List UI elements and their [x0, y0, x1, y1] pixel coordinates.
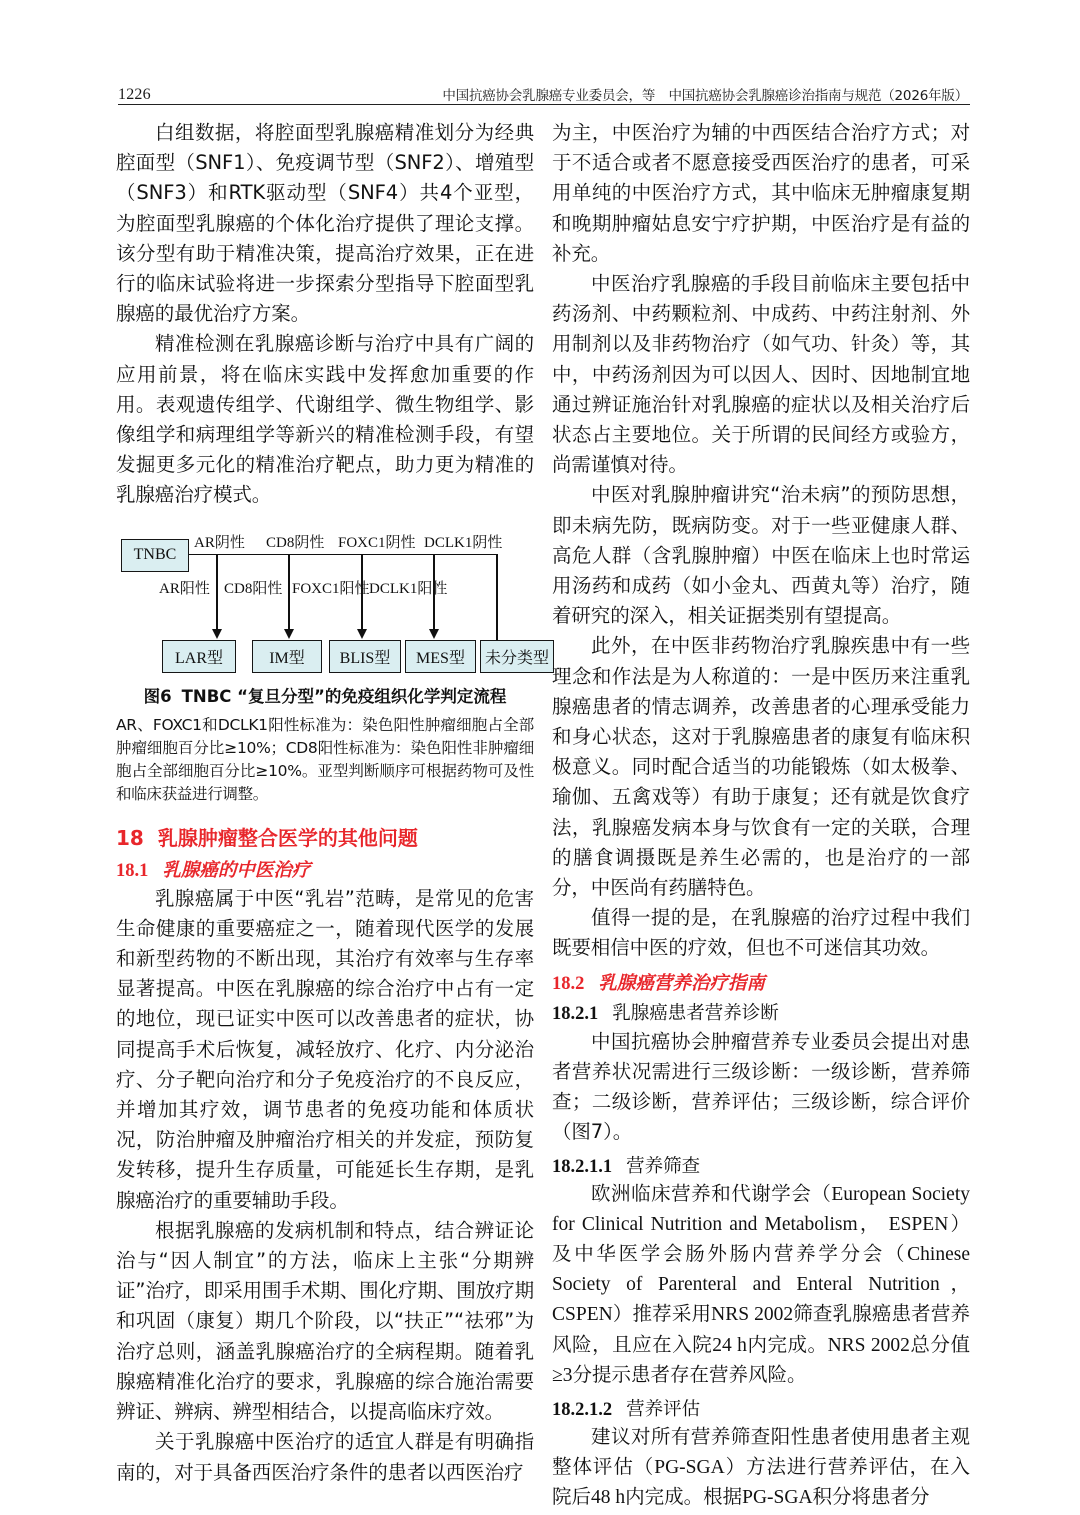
section-number: 18	[116, 825, 144, 850]
subsection-title: 乳腺癌营养治疗指南	[598, 972, 765, 994]
paragraph: 根据乳腺癌的发病机制和特点，结合辨证论治与“因人制宜”的方法，临床上主张“分期辨证”治疗，即采用围手术期、围化疗期、围放疗期和巩固（康复）期几个阶段，以“扶正”“祛邪”为治疗总则，涵盖乳腺癌治疗的全病程期。随着乳腺癌精准化治疗的要求，乳腺癌的综合施治需要辨证、辨病、辨型相结合，以提高临床疗效。	[116, 1218, 534, 1424]
flowchart-label-negative: CD8阴性	[266, 534, 325, 551]
flowchart-result-box: 未分类型	[480, 640, 554, 673]
flowchart-label-positive: DCLK1阳性	[369, 580, 448, 597]
flowchart-arrow	[284, 629, 294, 639]
flowchart-label-negative: FOXC1阴性	[338, 534, 416, 551]
flowchart-branch-line	[496, 554, 498, 643]
page-number: 1226	[118, 86, 151, 103]
flowchart-trunk-line	[189, 554, 496, 556]
section-heading-18-1	[116, 856, 534, 882]
figure-caption	[116, 683, 534, 707]
paragraph: 此外，在中医非药物治疗乳腺疾患中有一些理念和作法是为人称道的：一是中医历来注重乳腺癌患者的情志调养，改善患者的心理承受能力和身心状态，这对于乳腺癌患者的康复有临床积极意义。同时配合适当的功能锻炼（如太极拳、瑜伽、五禽戏等）有助于康复；还有就是饮食疗法，乳腺癌发病本身与饮食有一定的关联，合理的膳食调摄既是养生必需的，也是治疗的一部分，中医尚有药膳特色。	[552, 634, 970, 900]
paragraph: 中医治疗乳腺癌的手段目前临床主要包括中药汤剂、中药颗粒剂、中成药、中药注射剂、外用制剂以及非药物治疗（如气功、针灸）等，其中，中药汤剂因为可以因人、因时、因地制宜地通过辨证施治针对乳腺癌的症状以及相关治疗后状态占主要地位。关于所谓的民间经方或验方，尚需谨慎对待。	[552, 272, 970, 477]
flowchart-branch-line	[288, 554, 290, 633]
section-heading-18-2-1-2	[552, 1395, 970, 1421]
flowchart-result-box: LAR型	[162, 640, 236, 673]
flowchart-result-box: BLIS型	[329, 640, 401, 673]
paragraph: 精准检测在乳腺癌诊断与治疗中具有广阔的应用前景，将在临床实践中发挥愈加重要的作用。表观遗传组学、代谢组学、微生物组学、影像组学和病理组学等新兴的精准检测手段，有望发掘更多元化的精准治疗靶点，助力更为精准的乳腺癌治疗模式。	[116, 332, 534, 507]
header-rule	[118, 104, 970, 105]
subsubsection-title: 乳腺癌患者营养诊断	[612, 1002, 779, 1024]
flowchart-label-negative: DCLK1阴性	[424, 534, 503, 551]
figure-caption-number: 图6	[143, 686, 172, 706]
flowchart-label-positive: FOXC1阳性	[292, 580, 370, 597]
subsection-number: 18.1	[116, 860, 149, 881]
subsubsection-title: 营养评估	[626, 1398, 701, 1420]
paragraph: 值得一提的是，在乳腺癌的治疗过程中我们既要相信中医的疗效，但也不可迷信其功效。	[552, 906, 970, 960]
section-heading-18-2	[552, 969, 970, 995]
paragraph: 为主，中医治疗为辅的中西医结合治疗方式；对于不适合或者不愿意接受西医治疗的患者，可采用单纯的中医治疗方式，其中临床无肿瘤康复期和晚期肿瘤姑息安宁疗护期，中医治疗是有益的补充。	[552, 121, 970, 265]
section-heading-18	[116, 822, 534, 851]
figure-note: AR、FOXC1和DCLK1阳性标准为：染色阳性肿瘤细胞占全部肿瘤细胞百分比≥10%；CD8阳性标准为：染色阳性非肿瘤细胞占全部细胞百分比≥10%。亚型判断顺序可根据药物可及性和临床获益进行调整。	[116, 715, 534, 803]
running-head	[118, 78, 970, 104]
flowchart-label-negative: AR阴性	[194, 534, 245, 551]
subsubsection-number: 18.2.1	[552, 1003, 599, 1024]
paragraph: 乳腺癌属于中医“乳岩”范畴，是常见的危害生命健康的重要癌症之一，随着现代医学的发展和新型药物的不断出现，其治疗有效率与生存率显著提高。中医在乳腺癌的综合治疗中占有一定的地位，现已证实中医可以改善患者的症状，协同提高手术后恢复，减轻放疗、化疗、内分泌治疗、分子靶向治疗和分子免疫治疗的不良反应，并增加其疗效，调节患者的免疫功能和体质状况，防治肿瘤及肿瘤治疗相关的并发症，预防复发转移，提升生存质量，可能延长生存期，是乳腺癌治疗的重要辅助手段。	[116, 886, 534, 1212]
left-column	[116, 118, 549, 1488]
subsubsection-number: 18.2.1.1	[552, 1156, 613, 1177]
section-heading-18-2-1	[552, 999, 970, 1025]
figure-6-flowchart	[116, 525, 549, 673]
flowchart-arrow	[212, 629, 222, 639]
running-title: 中国抗癌协会乳腺癌专业委员会，等 中国抗癌协会乳腺癌诊治指南与规范（2026年版）	[442, 88, 968, 104]
flowchart-arrow	[429, 629, 439, 639]
paragraph: 中医对乳腺肿瘤讲究“治未病”的预防思想，即未病先防，既病防变。对于一些亚健康人群、高危人群（含乳腺肿瘤）中医在临床上也时常运用汤药和成药（如小金丸、西黄丸等）治疗，随着研究的深入，相关证据类别有望提高。	[552, 483, 970, 628]
flowchart-branch-line	[216, 554, 218, 633]
paragraph: 白组数据，将腔面型乳腺癌精准划分为经典腔面型（SNF1）、免疫调节型（SNF2）、增殖型（SNF3）和RTK驱动型（SNF4）共4个亚型，为腔面型乳腺癌的个体化治疗提供了理论支撑。该分型有助于精准决策，提高治疗效果，正在进行的临床试验将进一步探索分型指导下腔面型乳腺癌的最优治疗方案。	[116, 121, 534, 326]
paragraph: 关于乳腺癌中医治疗的适宜人群是有明确指南的，对于具备西医治疗条件的患者以西医治疗	[116, 1430, 534, 1484]
flowchart-label-positive: CD8阳性	[224, 580, 283, 597]
figure-caption-text: TNBC “复旦分型”的免疫组织化学判定流程	[181, 686, 507, 706]
subsection-title: 乳腺癌的中医治疗	[162, 859, 311, 881]
flowchart-root-box: TNBC	[121, 539, 189, 572]
paragraph: 欧洲临床营养和代谢学会（European Society for Clinical Nutrition and Metabolism， ESPEN）及中华医学会肠外肠内营养学分会（Chinese Society of Parenteral and Enteral Nutrition，CSPEN）推荐采用NRS 2002筛查乳腺癌患者营养风险，且应在入院24 h内完成。NRS 2002总分值≥3分提示患者存在营养风险。	[552, 1183, 970, 1386]
flowchart-arrow	[357, 629, 367, 639]
paragraph: 中国抗癌协会肿瘤营养专业委员会提出对患者营养状况需进行三级诊断：一级诊断，营养筛查；二级诊断，营养评估；三级诊断，综合评价（图7）。	[552, 1029, 970, 1144]
flowchart-label-positive: AR阳性	[159, 580, 210, 597]
subsubsection-title: 营养筛查	[626, 1155, 701, 1177]
section-title: 乳腺肿瘤整合医学的其他问题	[157, 825, 418, 850]
flowchart-result-box: MES型	[405, 640, 476, 673]
section-heading-18-2-1-1	[552, 1152, 970, 1178]
subsection-number: 18.2	[552, 973, 585, 994]
paragraph: 建议对所有营养筛查阳性患者使用患者主观整体评估（PG-SGA）方法进行营养评估，在入院后48 h内完成。根据PG-SGA积分将患者分	[552, 1426, 970, 1509]
flowchart-result-box: IM型	[252, 640, 322, 673]
subsubsection-number: 18.2.1.2	[552, 1399, 613, 1420]
right-column	[552, 118, 970, 1514]
